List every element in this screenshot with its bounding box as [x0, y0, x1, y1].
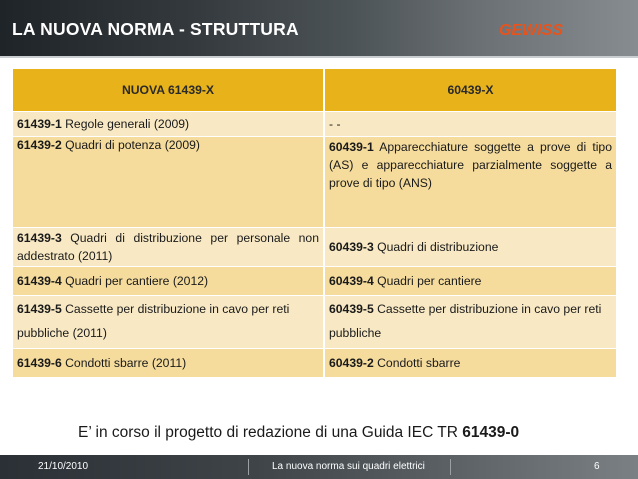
norm-description: Cassette per distribuzione in cavo per reti pubbliche — [329, 302, 602, 340]
table-row — [13, 228, 616, 267]
guide-note — [78, 424, 519, 442]
norm-description: Apparecchiature soggette a prove di tipo (AS) e apparecchiature parzialmente soggette a prove di tipo (ANS) — [329, 140, 612, 190]
cell-new-norm — [13, 349, 324, 378]
table-row — [13, 267, 616, 296]
cell-new-norm — [13, 267, 324, 296]
slide-footer — [0, 455, 638, 479]
header-divider — [0, 56, 638, 58]
norm-description: Quadri di distribuzione — [373, 240, 499, 254]
norm-description: - - — [329, 117, 341, 131]
norm-code: 60439-1 — [329, 140, 374, 154]
footer-divider — [248, 459, 249, 475]
norm-description: Condotti sbarre (2011) — [61, 356, 187, 370]
norm-description: Cassette per distribuzione in cavo per reti pubbliche (2011) — [17, 302, 290, 340]
table-header-row — [13, 69, 616, 112]
norm-code: 61439-6 — [17, 356, 62, 370]
footer-presentation-title: La nuova norma sui quadri elettrici — [272, 461, 425, 472]
table-row — [13, 296, 616, 349]
norm-code: 60439-2 — [329, 356, 374, 370]
guide-note-text: E’ in corso il progetto di redazione di una Guida IEC TR — [78, 424, 463, 441]
norm-code: 60439-5 — [329, 302, 374, 316]
table-row — [13, 137, 616, 228]
footer-divider — [450, 459, 451, 475]
norm-comparison-table — [13, 68, 616, 377]
slide-header — [0, 0, 638, 56]
table-row — [13, 349, 616, 378]
cell-new-norm — [13, 296, 324, 349]
gewiss-logo — [494, 20, 568, 38]
column-header-new: NUOVA 61439-X — [13, 69, 324, 112]
norm-description: Quadri di potenza (2009) — [61, 138, 200, 152]
cell-new-norm — [13, 112, 324, 137]
cell-old-norm — [324, 267, 616, 296]
guide-note-code: 61439-0 — [462, 424, 520, 441]
cell-old-norm — [324, 137, 616, 228]
norm-code: 61439-3 — [17, 231, 62, 245]
gewiss-logo-text: GEWISS — [498, 22, 564, 38]
norm-description: Condotti sbarre — [373, 356, 461, 370]
norm-description: Quadri per cantiere (2012) — [61, 274, 209, 288]
norm-code: 60439-3 — [329, 240, 374, 254]
cell-new-norm — [13, 137, 324, 228]
slide-title: LA NUOVA NORMA - STRUTTURA — [12, 19, 299, 39]
norm-code: 61439-2 — [17, 138, 62, 152]
cell-old-norm — [324, 112, 616, 137]
column-header-old: 60439-X — [324, 69, 616, 112]
norm-code: 61439-4 — [17, 274, 62, 288]
cell-old-norm — [324, 228, 616, 267]
table-row — [13, 112, 616, 137]
cell-new-norm — [13, 228, 324, 267]
norm-code: 60439-4 — [329, 274, 374, 288]
norm-description: Quadri per cantiere — [373, 274, 482, 288]
cell-old-norm — [324, 349, 616, 378]
norm-code: 61439-1 — [17, 117, 62, 131]
cell-old-norm — [324, 296, 616, 349]
footer-date: 21/10/2010 — [38, 461, 89, 472]
footer-page-number: 6 — [594, 461, 600, 472]
norm-code: 61439-5 — [17, 302, 62, 316]
norm-description: Regole generali (2009) — [61, 117, 190, 131]
norm-description: Quadri di distribuzione per personale non addestrato (2011) — [17, 231, 319, 263]
